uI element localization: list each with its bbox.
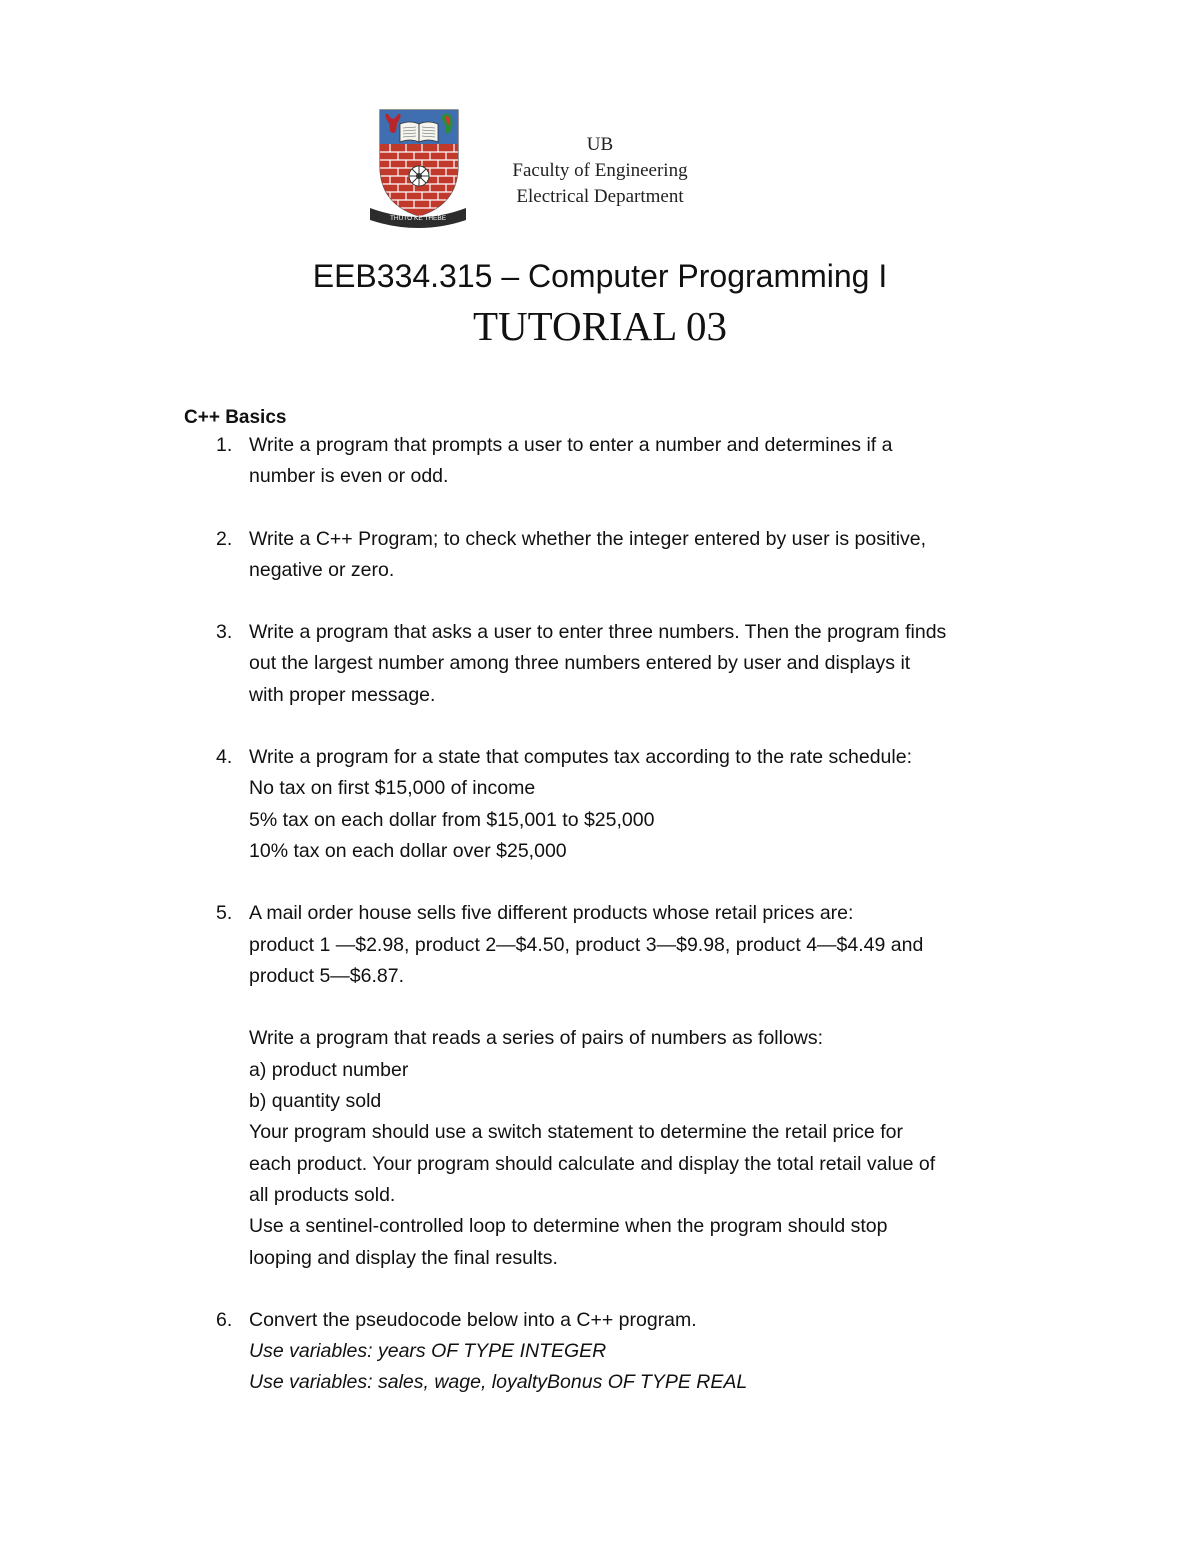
- wheel-emblem-icon: [409, 166, 429, 186]
- question-line: Write a program that asks a user to enter three numbers. Then the program finds: [249, 621, 947, 644]
- question-text: [249, 617, 1029, 711]
- question-line: product 5—$6.87.: [249, 964, 405, 987]
- question-line: Use a sentinel-controlled loop to determine when the program should stop: [249, 1215, 888, 1238]
- question-line: negative or zero.: [249, 558, 395, 581]
- question-line: A mail order house sells five different products whose retail prices are:: [249, 902, 854, 925]
- question-line: number is even or odd.: [249, 465, 449, 488]
- question-line: Convert the pseudocode below into a C++ program.: [249, 1308, 697, 1331]
- question-text: [249, 898, 1029, 1274]
- question-line: Write a program for a state that computes tax according to the rate schedule:: [249, 746, 912, 769]
- question-item: [0, 524, 1200, 587]
- section-heading: C++ Basics: [184, 407, 287, 428]
- question-line: each product. Your program should calculate and display the total retail value of: [249, 1152, 936, 1175]
- institution-name: UB: [586, 134, 614, 155]
- pseudocode-line: Use variables: sales, wage, loyaltyBonus OF TYPE REAL: [249, 1371, 748, 1394]
- question-number: 6.: [216, 1308, 233, 1331]
- question-number: 3.: [216, 621, 233, 644]
- question-item: [0, 430, 1200, 493]
- question-text: [249, 1305, 1029, 1399]
- paragraph-gap: [249, 992, 1029, 1023]
- question-line: with proper message.: [249, 683, 436, 706]
- question-list: [0, 430, 1200, 1430]
- open-book-icon: [400, 122, 438, 142]
- pseudocode-line: Use variables: years OF TYPE INTEGER: [249, 1340, 607, 1363]
- question-line: Write a program that prompts a user to enter a number and determines if a: [249, 434, 893, 456]
- question-line: Your program should use a switch statement to determine the retail price for: [249, 1121, 903, 1144]
- question-text: [249, 742, 1029, 867]
- question-line: 5% tax on each dollar from $15,001 to $25,000: [249, 808, 655, 831]
- question-item: [0, 1305, 1200, 1399]
- question-item: [0, 742, 1200, 867]
- question-line: a) product number: [249, 1058, 409, 1081]
- faculty-name: Faculty of Engineering: [512, 160, 688, 181]
- question-number: 4.: [216, 746, 233, 769]
- question-line: No tax on first $15,000 of income: [249, 777, 536, 800]
- question-line: product 1 —$2.98, product 2—$4.50, product 3—$9.98, product 4—$4.49 and: [249, 933, 924, 956]
- question-line: 10% tax on each dollar over $25,000: [249, 839, 567, 862]
- question-number: 1.: [216, 434, 233, 456]
- question-number: 5.: [216, 902, 233, 925]
- question-line: Write a program that reads a series of pairs of numbers as follows:: [249, 1027, 824, 1050]
- question-item: [0, 898, 1200, 1274]
- question-number: 2.: [216, 527, 233, 550]
- question-line: Write a C++ Program; to check whether the integer entered by user is positive,: [249, 527, 927, 550]
- university-crest-logo: [366, 104, 470, 228]
- course-title: EEB334.315 – Computer Programming I: [312, 258, 888, 294]
- question-text: [249, 524, 1029, 587]
- tutorial-title: TUTORIAL 03: [473, 303, 727, 349]
- crest-motto: THUTO KE THEBE: [389, 215, 447, 222]
- question-line: all products sold.: [249, 1183, 396, 1206]
- institution-block: [470, 132, 730, 210]
- department-name: Electrical Department: [516, 186, 684, 207]
- question-line: looping and display the final results.: [249, 1246, 558, 1269]
- question-item: [0, 617, 1200, 711]
- question-line: b) quantity sold: [249, 1090, 382, 1113]
- question-text: [249, 430, 1029, 493]
- question-line: out the largest number among three numbers entered by user and displays it: [249, 652, 911, 675]
